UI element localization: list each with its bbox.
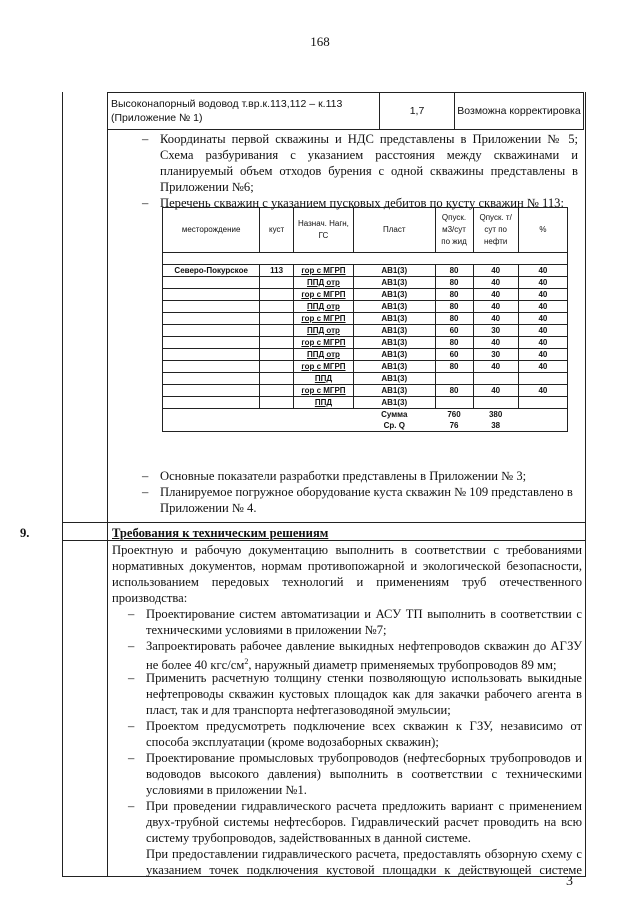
- table-cell: [260, 313, 294, 325]
- table-cell: [163, 325, 260, 337]
- table-cell: [260, 337, 294, 349]
- wells-table-header: [163, 208, 568, 253]
- table-cell: [435, 373, 473, 385]
- table-cell: [163, 277, 260, 289]
- empty-cell: [518, 420, 567, 432]
- pipeline-length: 1,7: [380, 93, 455, 129]
- bullet-text: Планируемое погружное оборудование куста скважин № 109 представлено в Приложении № 4.: [160, 485, 573, 515]
- bullet-text: Проектом предусмотреть подключение всех скважин к ГЗУ, независимо от способа эксплуатации (кроме водозаборных скважин);: [146, 719, 582, 749]
- column-header: куст: [260, 208, 294, 253]
- table-cell: АВ1(3): [354, 289, 435, 301]
- dash-marker: –: [128, 671, 135, 685]
- table-row: [163, 325, 568, 337]
- table-cell: 80: [435, 289, 473, 301]
- bullet-wall-thickness: [128, 670, 582, 718]
- dash-marker: –: [142, 132, 149, 146]
- pipeline-note: Возможна корректировка: [457, 105, 581, 117]
- table-cell: [163, 385, 260, 397]
- bullet-coordinates: [142, 131, 578, 195]
- table-cell: гор с МГРП: [293, 385, 353, 397]
- bullet-text: Проектирование систем автоматизации и АСУ ТП выполнить в соответствии с техническими условиями в приложении №7;: [146, 607, 582, 637]
- section-number: 9.: [20, 526, 30, 540]
- table-cell: 30: [473, 325, 518, 337]
- total-label: Сумма: [381, 410, 408, 419]
- pipeline-name: Высоконапорный водовод т.вр.к.113,112 – к.113 (Приложение № 1): [107, 93, 380, 129]
- table-row: [163, 265, 568, 277]
- table-cell: 40: [518, 361, 567, 373]
- table-cell: ППД отр: [293, 325, 353, 337]
- bullet-text: При предоставлении гидравлического расчета, предоставлять обзорную схему с указанием точек подключения кустовой площадки к действующей системе: [146, 847, 582, 877]
- table-cell: гор с МГРП: [293, 265, 353, 277]
- table-cell: 80: [435, 301, 473, 313]
- table-cell: 40: [518, 349, 567, 361]
- table-cell: гор с МГРП: [293, 361, 353, 373]
- column-header: месторождение: [163, 208, 260, 253]
- bullet-text-tail: , наружный диаметр применяемых трубопроводов 89 мм;: [248, 658, 557, 673]
- table-row: [163, 289, 568, 301]
- pipeline-row: [107, 92, 584, 130]
- table-cell: 80: [435, 337, 473, 349]
- bullet-text: Координаты первой скважины и НДС представлены в Приложении № 5; Схема разбуривания с указанием расстояния между скважинами и планируемый объем отходов бурения с одной скважины представлены в Приложении №6;: [160, 132, 578, 194]
- table-cell: [163, 289, 260, 301]
- table-cell: 40: [518, 385, 567, 397]
- table-cell: 40: [518, 265, 567, 277]
- total-liquid: 760: [447, 410, 461, 419]
- table-cell: гор с МГРП: [293, 289, 353, 301]
- dash-marker: –: [128, 751, 135, 765]
- table-row: [163, 301, 568, 313]
- bullet-text: При проведении гидравлического расчета предложить вариант с применением двух-трубной системы нефтесборов. Гидравлический расчет проводить на всю систему трубопроводов, задействованных в данной системе.: [146, 799, 582, 845]
- table-cell: Северо-Покурское: [163, 265, 260, 277]
- dash-marker: –: [142, 485, 149, 499]
- table-cell: 40: [518, 277, 567, 289]
- table-cell: [260, 289, 294, 301]
- bullet-text: Запроектировать рабочее давление выкидных нефтепроводов скважин до АГЗУ не более 40 кгс/см: [146, 639, 582, 673]
- table-cell: [163, 397, 260, 409]
- bullet-overview-scheme: [146, 846, 582, 878]
- table-row: [163, 385, 568, 397]
- table-cell: [163, 313, 260, 325]
- table-cell: 40: [473, 361, 518, 373]
- bullet-indicators: [142, 468, 580, 484]
- table-cell: 80: [435, 385, 473, 397]
- table-cell: 40: [473, 277, 518, 289]
- table-cell: ППД отр: [293, 301, 353, 313]
- dash-marker: –: [128, 799, 135, 813]
- table-cell: 40: [518, 337, 567, 349]
- table-row: [163, 277, 568, 289]
- table-cell: 80: [435, 361, 473, 373]
- table-cell: 40: [473, 265, 518, 277]
- dash-marker: –: [128, 639, 135, 653]
- superscript: 2: [244, 657, 249, 666]
- table-cell: 40: [518, 301, 567, 313]
- table-cell: АВ1(3): [354, 313, 435, 325]
- table-cell: АВ1(3): [354, 397, 435, 409]
- bullet-automation: [128, 606, 582, 638]
- bullet-hydraulic-calc: [128, 798, 582, 846]
- table-cell: [260, 361, 294, 373]
- table-cell: [518, 373, 567, 385]
- bullet-text: Основные показатели разработки представлены в Приложении № 3;: [160, 469, 527, 483]
- table-cell: 60: [435, 349, 473, 361]
- section-divider: [63, 522, 585, 523]
- table-cell: 40: [518, 325, 567, 337]
- table-cell: АВ1(3): [354, 277, 435, 289]
- bullet-text: Проектирование промысловых трубопроводов (нефтесборных трубопроводов и водоводов высокого давления) выполнить в соответствии с техническими условиями в приложении №1.: [146, 751, 582, 797]
- table-cell: [518, 397, 567, 409]
- table-cell: 30: [473, 349, 518, 361]
- table-cell: [163, 349, 260, 361]
- table-cell: 40: [473, 337, 518, 349]
- table-cell: [473, 373, 518, 385]
- section-title: Требования к техническим решениям: [112, 526, 329, 540]
- table-cell: [260, 325, 294, 337]
- table-cell: АВ1(3): [354, 301, 435, 313]
- table-cell: [260, 373, 294, 385]
- table-row: [163, 397, 568, 409]
- page-number-top: 168: [310, 34, 330, 49]
- total-liquid: 76: [435, 420, 473, 432]
- table-cell: гор с МГРП: [293, 337, 353, 349]
- table-cell: 80: [435, 277, 473, 289]
- table-cell: 40: [518, 289, 567, 301]
- dash-marker: –: [142, 469, 149, 483]
- empty-cell: [163, 420, 354, 432]
- table-cell: [473, 397, 518, 409]
- column-header: Пласт: [354, 208, 435, 253]
- bullet-text: Применить расчетную толщину стенки позволяющую использовать выкидные нефтепроводы скважин кустовых площадок как для закачки рабочего агента в пласт, так и для транспорта нефтегазоводяной эмульсии;: [146, 671, 582, 717]
- section-intro: Проектную и рабочую документацию выполнить в соответствии с требованиями нормативных документов, нормам противопожарной и экологической безопасности, использованием передовых технологий и применениям труб отечественного производства:: [112, 543, 582, 605]
- empty-cell: [163, 409, 354, 421]
- table-row: [163, 313, 568, 325]
- table-cell: ППД: [293, 373, 353, 385]
- table-cell: [260, 349, 294, 361]
- empty-cell: [518, 409, 567, 421]
- bullet-equipment: [142, 484, 580, 516]
- blank-cell: [163, 253, 568, 265]
- table-cell: АВ1(3): [354, 337, 435, 349]
- table-cell: АВ1(3): [354, 265, 435, 277]
- table-cell: 80: [435, 313, 473, 325]
- totals-row: [163, 420, 568, 432]
- column-header: Qпуск. т/сут по нефти: [473, 208, 518, 253]
- table-cell: 40: [473, 289, 518, 301]
- table-cell: [163, 337, 260, 349]
- bullet-pressure: [128, 638, 582, 673]
- table-cell: 40: [518, 313, 567, 325]
- table-cell: гор с МГРП: [293, 313, 353, 325]
- table-cell: ППД: [293, 397, 353, 409]
- table-cell: ППД отр: [293, 277, 353, 289]
- table-row: [163, 349, 568, 361]
- page-number-bottom: 3: [566, 874, 573, 889]
- column-header: Qпуск. м3/сут по жид: [435, 208, 473, 253]
- total-label: Ср. Q: [354, 420, 435, 432]
- table-cell: 80: [435, 265, 473, 277]
- table-cell: ППД отр: [293, 349, 353, 361]
- table-row: [163, 373, 568, 385]
- dash-marker: –: [128, 607, 135, 621]
- table-cell: [163, 301, 260, 313]
- table-cell: АВ1(3): [354, 361, 435, 373]
- table-cell: 40: [473, 313, 518, 325]
- table-cell: [163, 373, 260, 385]
- table-cell: [260, 397, 294, 409]
- table-cell: 40: [473, 385, 518, 397]
- column-header: %: [518, 208, 567, 253]
- wells-table: [162, 207, 568, 432]
- totals-row: [163, 409, 568, 421]
- table-cell: 60: [435, 325, 473, 337]
- table-cell: АВ1(3): [354, 349, 435, 361]
- table-cell: АВ1(3): [354, 325, 435, 337]
- table-cell: [163, 361, 260, 373]
- dash-marker: –: [142, 196, 149, 210]
- table-row: [163, 337, 568, 349]
- column-header: Назнач. Нагн, ГС: [293, 208, 353, 253]
- dash-marker: –: [128, 719, 135, 733]
- table-cell: [260, 277, 294, 289]
- table-cell: АВ1(3): [354, 385, 435, 397]
- blank-row: [163, 253, 568, 265]
- column-divider: [107, 92, 108, 876]
- total-oil: 38: [473, 420, 518, 432]
- bullet-gzu: [128, 718, 582, 750]
- table-cell: [435, 397, 473, 409]
- bullet-pipelines: [128, 750, 582, 798]
- table-cell: [260, 385, 294, 397]
- bullet-text: Перечень скважин с указанием пусковых дебитов по кусту скважин № 113:: [160, 196, 564, 210]
- table-cell: АВ1(3): [354, 373, 435, 385]
- total-oil: 380: [488, 410, 503, 419]
- table-cell: 113: [260, 265, 294, 277]
- table-row: [163, 361, 568, 373]
- table-cell: [260, 301, 294, 313]
- table-cell: 40: [473, 301, 518, 313]
